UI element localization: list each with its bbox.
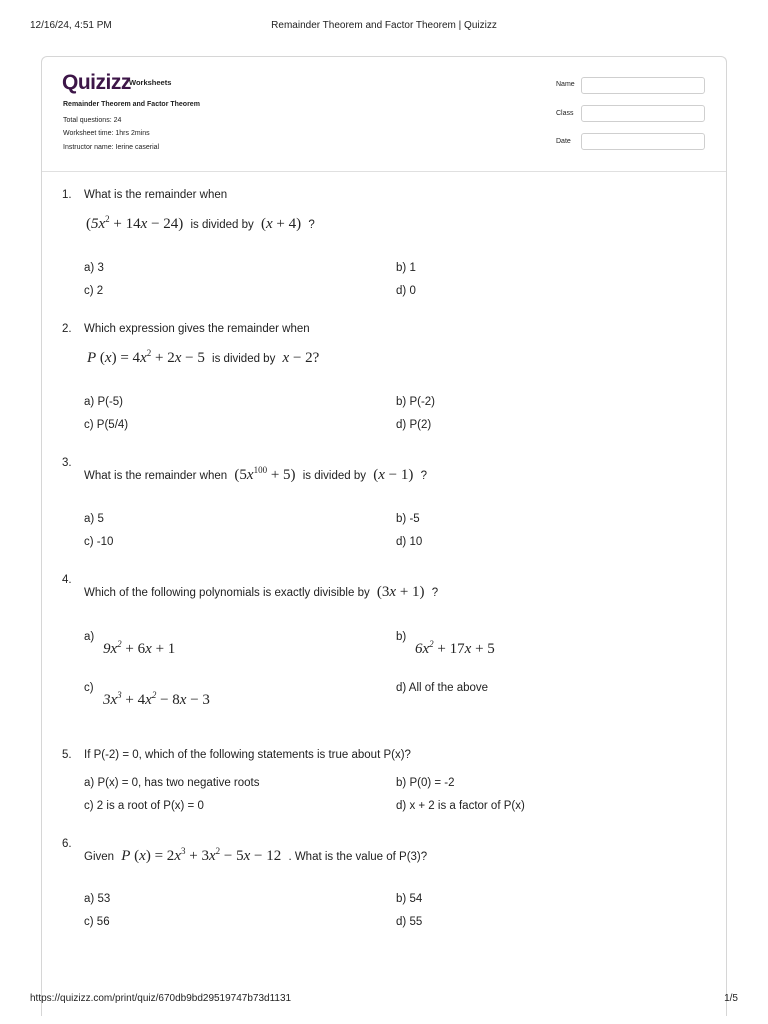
worksheet-title: Remainder Theorem and Factor Theorem	[63, 101, 200, 108]
total-questions: Total questions: 24	[63, 117, 122, 124]
option-b[interactable]: b) -5	[396, 513, 420, 525]
option-c[interactable]: c) -10	[84, 536, 114, 548]
question-text-line	[84, 848, 427, 865]
question-end: ?	[431, 587, 439, 599]
question-number: 1.	[62, 189, 72, 201]
question-text-line	[84, 467, 427, 484]
divided-by-text: is divided by	[302, 470, 367, 482]
question-number: 3.	[62, 457, 72, 469]
math-divisor: (x − 1)	[373, 467, 414, 483]
math-divisor: (3x + 1)	[376, 584, 425, 600]
question-text: Given	[84, 851, 115, 863]
option-b[interactable]: b) P(-2)	[396, 396, 435, 408]
instructor-name: Instructor name: Ierine caserial	[63, 144, 160, 151]
question-expression	[86, 216, 315, 233]
quizizz-logo: Quizizz	[62, 71, 131, 94]
print-header	[30, 20, 738, 34]
question-number: 4.	[62, 574, 72, 586]
question-text-line	[84, 584, 438, 601]
date-label: Date	[556, 138, 571, 145]
option-d[interactable]: d) 55	[396, 916, 423, 928]
print-datetime: 12/16/24, 4:51 PM	[30, 20, 112, 31]
divided-by-text: is divided by	[190, 219, 254, 231]
name-label: Name	[556, 81, 575, 88]
question-text: If P(-2) = 0, which of the following statements is true about P(x)?	[84, 749, 411, 761]
math-expression: P $(x) = 4x^2 + 2x - 5$	[87, 348, 205, 366]
worksheet-header	[42, 57, 726, 172]
question-text: What is the remainder when	[84, 470, 228, 482]
option-math: $6x^2 + 17x + 5$	[415, 639, 495, 657]
question-text: What is the remainder when	[84, 189, 228, 201]
option-d[interactable]: d) 0	[396, 285, 416, 297]
worksheet-time: Worksheet time: 1hrs 2mins	[63, 130, 150, 137]
math-expression: P $(x) = 2x^3 + 3x^2 - 5x - 12$	[121, 846, 282, 864]
class-label: Class	[556, 110, 574, 117]
page-number: 1/5	[724, 993, 738, 1004]
option-letter: c)	[84, 682, 94, 694]
question-number: 2.	[62, 323, 72, 335]
option-math: $3x^3 + 4x^2 - 8x - 3$	[103, 690, 210, 708]
class-field[interactable]	[581, 105, 705, 122]
option-a[interactable]: a) P(x) = 0, has two negative roots	[84, 777, 260, 789]
option-b[interactable]: b) 1	[396, 262, 416, 274]
math-expression: $(5x^2 + 14x - 24)$	[86, 214, 184, 232]
option-a[interactable]: a) 53	[84, 893, 111, 905]
question-text: Which of the following polynomials is exactly divisible by	[84, 587, 370, 599]
math-expression: $(5x^{100} + 5)$	[234, 465, 296, 483]
question-end: . What is the value of P(3)?	[288, 851, 428, 863]
option-letter: a)	[84, 631, 95, 643]
option-d[interactable]: d) x + 2 is a factor of P(x)	[396, 800, 525, 812]
option-c[interactable]: c) P(5/4)	[84, 419, 129, 431]
print-title: Remainder Theorem and Factor Theorem | Quizizz	[271, 20, 497, 31]
question-number: 6.	[62, 838, 72, 850]
divided-by-text: is divided by	[212, 353, 276, 365]
option-b[interactable]: b) P(0) = -2	[396, 777, 455, 789]
question-number: 5.	[62, 749, 72, 761]
name-field[interactable]	[581, 77, 705, 94]
option-c[interactable]: c) 2 is a root of P(x) = 0	[84, 800, 204, 812]
logo-subtitle: Worksheets	[129, 78, 172, 87]
date-field[interactable]	[581, 133, 705, 150]
option-b[interactable]: b) 54	[396, 893, 423, 905]
option-c[interactable]: c) 56	[84, 916, 110, 928]
print-footer	[30, 993, 738, 1007]
option-letter: b)	[396, 631, 407, 643]
question-end: ?	[308, 219, 315, 231]
option-a[interactable]: a) 5	[84, 513, 104, 525]
option-a[interactable]: a) 3	[84, 262, 104, 274]
option-d[interactable]: d) 10	[396, 536, 423, 548]
option-c[interactable]: c) 2	[84, 285, 104, 297]
option-math: $9x^2 + 6x + 1$	[103, 639, 176, 657]
option-d[interactable]: d) P(2)	[396, 419, 432, 431]
math-divisor: x − 2?	[282, 350, 320, 366]
option-d[interactable]: d) All of the above	[396, 682, 489, 694]
question-expression	[87, 350, 319, 367]
question-text: Which expression gives the remainder when	[84, 323, 310, 335]
math-divisor: (x + 4)	[260, 216, 302, 232]
option-a[interactable]: a) P(-5)	[84, 396, 123, 408]
question-end: ?	[420, 470, 427, 482]
print-url: https://quizizz.com/print/quiz/670db9bd29519747b73d1131	[30, 993, 292, 1004]
